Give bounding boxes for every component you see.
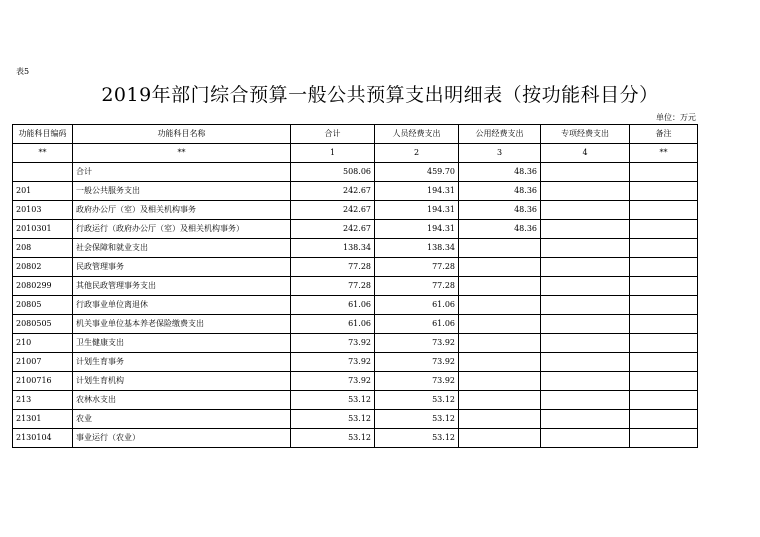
header-personnel: 人员经费支出 [375,125,459,144]
total-cell: 73.92 [291,353,375,372]
index-cell: 4 [541,144,630,163]
table-row [13,410,698,429]
budget-table [12,124,698,448]
code-cell: 20802 [13,258,73,277]
total-cell: 53.12 [291,410,375,429]
personnel-cell: 53.12 [375,429,459,448]
personnel-cell: 194.31 [375,201,459,220]
note-cell [630,372,698,391]
table-row [13,334,698,353]
table-row [13,391,698,410]
special-cell [541,372,630,391]
page-title: 2019年部门综合预算一般公共预算支出明细表（按功能科目分） [101,84,659,106]
code-cell [13,163,73,182]
total-cell: 242.67 [291,220,375,239]
note-cell [630,429,698,448]
table-row [13,201,698,220]
name-cell: 合计 [73,163,291,182]
note-cell [630,391,698,410]
total-cell: 73.92 [291,372,375,391]
code-cell: 2100716 [13,372,73,391]
personnel-cell: 194.31 [375,182,459,201]
name-cell: 其他民政管理事务支出 [73,277,291,296]
special-cell [541,429,630,448]
code-cell: 201 [13,182,73,201]
table-row [13,353,698,372]
header-total: 合计 [291,125,375,144]
personnel-cell: 61.06 [375,296,459,315]
personnel-cell: 73.92 [375,334,459,353]
unit-label: 单位：万元 [656,113,696,122]
table-number-label: 表5 [16,67,30,76]
public-cell [459,410,541,429]
total-cell: 242.67 [291,182,375,201]
special-cell [541,353,630,372]
personnel-cell: 194.31 [375,220,459,239]
code-cell: 21007 [13,353,73,372]
name-cell: 卫生健康支出 [73,334,291,353]
name-cell: 农业 [73,410,291,429]
total-cell: 73.92 [291,334,375,353]
header-special: 专项经费支出 [541,125,630,144]
public-cell [459,296,541,315]
special-cell [541,391,630,410]
public-cell [459,258,541,277]
total-cell: 53.12 [291,429,375,448]
note-cell [630,296,698,315]
header-note: 备注 [630,125,698,144]
special-cell [541,258,630,277]
note-cell [630,334,698,353]
note-cell [630,258,698,277]
table-row [13,315,698,334]
note-cell [630,315,698,334]
header-name: 功能科目名称 [73,125,291,144]
code-cell: 2010301 [13,220,73,239]
code-cell: 2080299 [13,277,73,296]
table-row [13,239,698,258]
public-cell [459,353,541,372]
special-cell [541,239,630,258]
table-row [13,372,698,391]
index-cell: ** [13,144,73,163]
name-cell: 事业运行（农业） [73,429,291,448]
personnel-cell: 77.28 [375,277,459,296]
personnel-cell: 459.70 [375,163,459,182]
personnel-cell: 73.92 [375,353,459,372]
code-cell: 20805 [13,296,73,315]
special-cell [541,334,630,353]
name-cell: 民政管理事务 [73,258,291,277]
name-cell: 政府办公厅（室）及相关机构事务 [73,201,291,220]
table-row [13,220,698,239]
public-cell: 48.36 [459,201,541,220]
header-code: 功能科目编码 [13,125,73,144]
total-cell: 53.12 [291,391,375,410]
public-cell [459,239,541,258]
code-cell: 208 [13,239,73,258]
name-cell: 计划生育机构 [73,372,291,391]
note-cell [630,182,698,201]
personnel-cell: 53.12 [375,391,459,410]
code-cell: 2080505 [13,315,73,334]
index-row [13,144,698,163]
index-cell: ** [73,144,291,163]
note-cell [630,353,698,372]
note-cell [630,220,698,239]
index-cell: ** [630,144,698,163]
header-public: 公用经费支出 [459,125,541,144]
personnel-cell: 73.92 [375,372,459,391]
code-cell: 20103 [13,201,73,220]
name-cell: 行政事业单位离退休 [73,296,291,315]
total-cell: 508.06 [291,163,375,182]
special-cell [541,182,630,201]
code-cell: 210 [13,334,73,353]
special-cell [541,277,630,296]
note-cell [630,277,698,296]
total-cell: 77.28 [291,258,375,277]
total-cell: 138.34 [291,239,375,258]
table-row [13,429,698,448]
total-cell: 77.28 [291,277,375,296]
public-cell [459,277,541,296]
public-cell: 48.36 [459,163,541,182]
code-cell: 213 [13,391,73,410]
note-cell [630,201,698,220]
name-cell: 计划生育事务 [73,353,291,372]
personnel-cell: 138.34 [375,239,459,258]
total-cell: 61.06 [291,296,375,315]
special-cell [541,163,630,182]
index-cell: 3 [459,144,541,163]
name-cell: 一般公共服务支出 [73,182,291,201]
index-cell: 1 [291,144,375,163]
special-cell [541,201,630,220]
public-cell [459,391,541,410]
public-cell: 48.36 [459,220,541,239]
public-cell [459,315,541,334]
code-cell: 2130104 [13,429,73,448]
name-cell: 机关事业单位基本养老保险缴费支出 [73,315,291,334]
table-row [13,163,698,182]
table-row [13,277,698,296]
personnel-cell: 61.06 [375,315,459,334]
public-cell: 48.36 [459,182,541,201]
personnel-cell: 53.12 [375,410,459,429]
public-cell [459,429,541,448]
table-row [13,296,698,315]
header-row [13,125,698,144]
special-cell [541,296,630,315]
total-cell: 242.67 [291,201,375,220]
special-cell [541,315,630,334]
table-row [13,182,698,201]
note-cell [630,163,698,182]
note-cell [630,410,698,429]
table-row [13,258,698,277]
public-cell [459,334,541,353]
name-cell: 行政运行（政府办公厅（室）及相关机构事务） [73,220,291,239]
special-cell [541,220,630,239]
note-cell [630,239,698,258]
code-cell: 21301 [13,410,73,429]
public-cell [459,372,541,391]
name-cell: 农林水支出 [73,391,291,410]
special-cell [541,410,630,429]
name-cell: 社会保障和就业支出 [73,239,291,258]
total-cell: 61.06 [291,315,375,334]
personnel-cell: 77.28 [375,258,459,277]
index-cell: 2 [375,144,459,163]
